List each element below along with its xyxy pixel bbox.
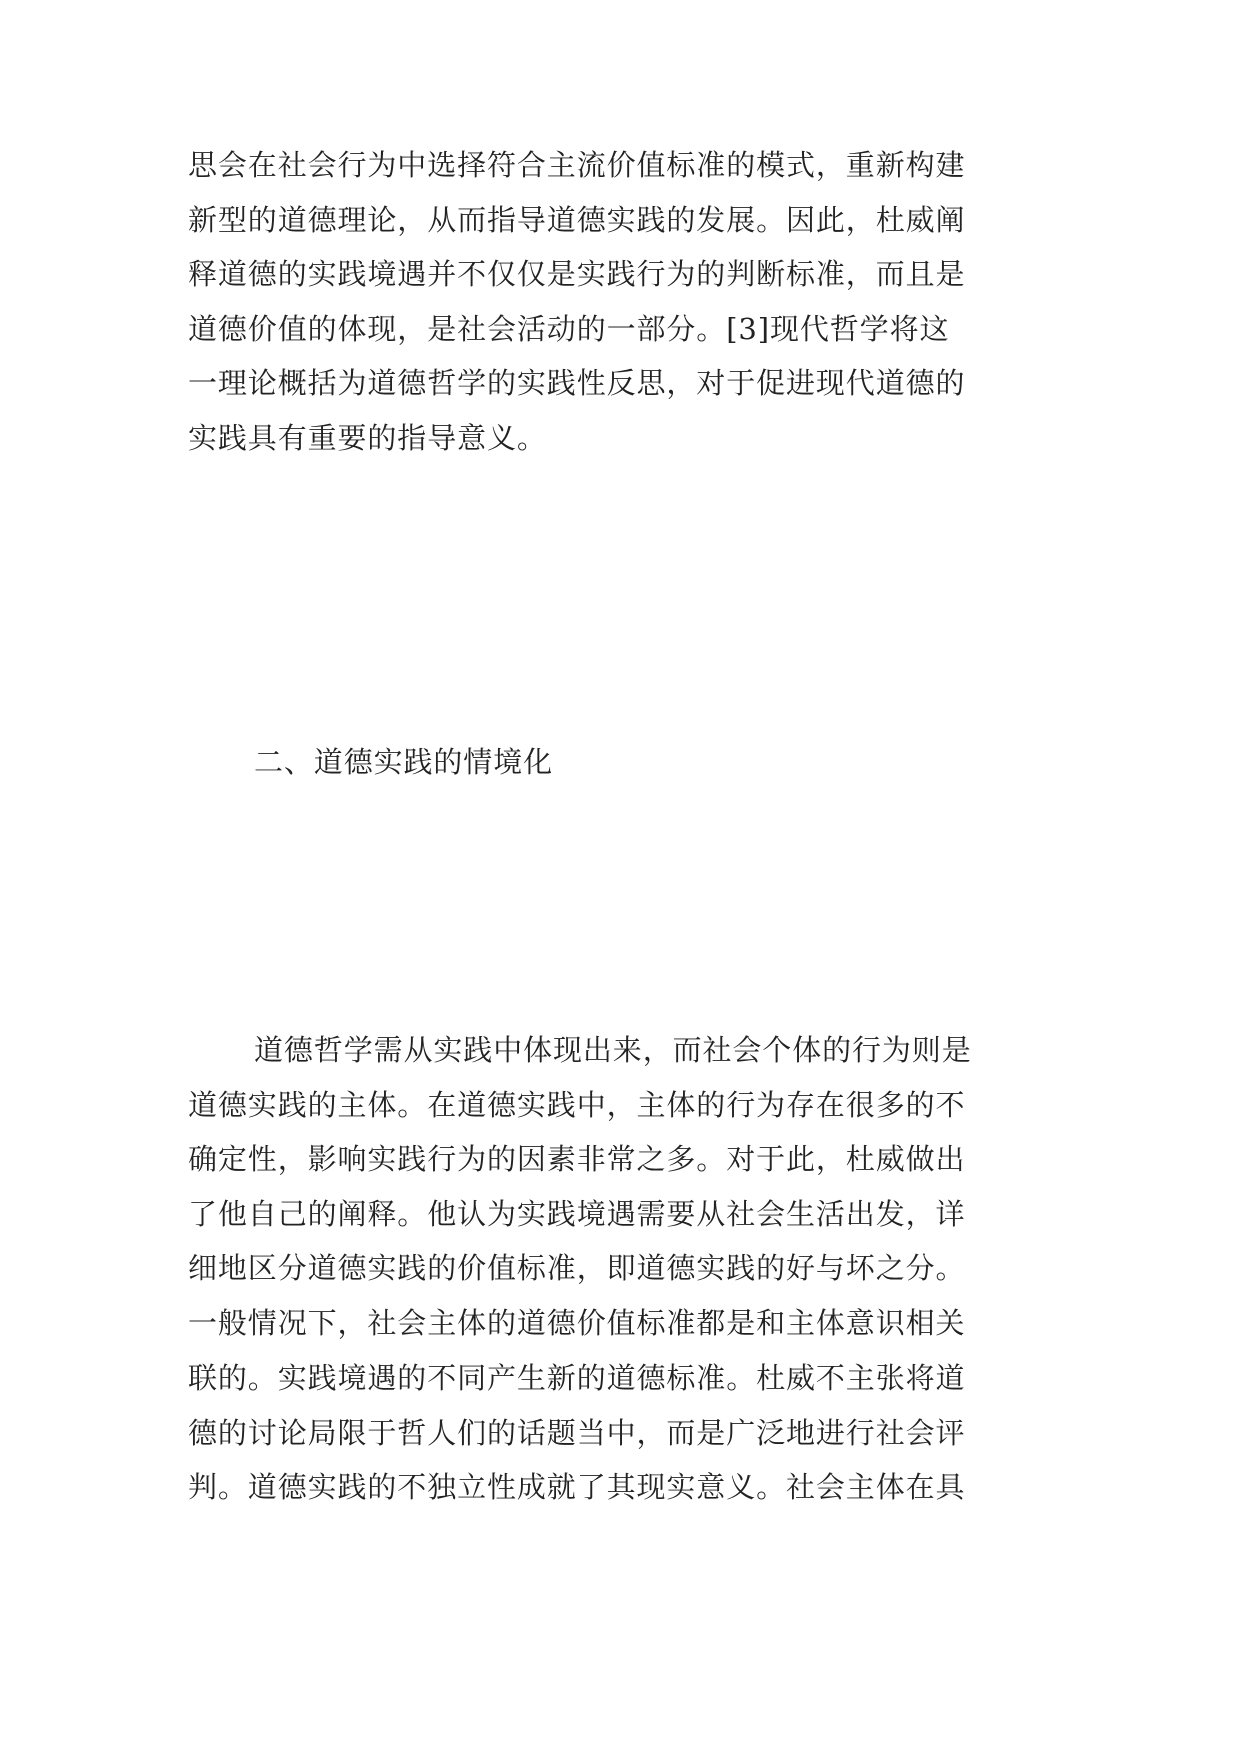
paragraph-2-line-5: 细地区分道德实践的价值标准，即道德实践的好与坏之分。 (188, 1251, 966, 1285)
paragraph-1-line-2: 新型的道德理论，从而指导道德实践的发展。因此，杜威阐 (188, 203, 966, 237)
paragraph-2-line-9: 判。道德实践的不独立性成就了其现实意义。社会主体在具 (188, 1470, 966, 1504)
paragraph-2-line-4: 了他自己的阐释。他认为实践境遇需要从社会生活出发，详 (188, 1197, 966, 1231)
paragraph-1-line-3: 释道德的实践境遇并不仅仅是实践行为的判断标准，而且是 (188, 257, 966, 291)
paragraph-1-line-6: 实践具有重要的指导意义。 (188, 421, 547, 455)
paragraph-2-line-1: 道德哲学需从实践中体现出来，而社会个体的行为则是 (254, 1033, 972, 1067)
paragraph-2-line-3: 确定性，影响实践行为的因素非常之多。对于此，杜威做出 (188, 1142, 966, 1176)
paragraph-2-line-6: 一般情况下，社会主体的道德价值标准都是和主体意识相关 (188, 1306, 966, 1340)
paragraph-1-line-5: 一理论概括为道德哲学的实践性反思，对于促进现代道德的 (188, 366, 966, 400)
paragraph-2-line-2: 道德实践的主体。在道德实践中，主体的行为存在很多的不 (188, 1088, 966, 1122)
section-heading: 二、道德实践的情境化 (254, 745, 554, 779)
paragraph-1-line-1: 思会在社会行为中选择符合主流价值标准的模式，重新构建 (188, 148, 966, 182)
paragraph-2-line-8: 德的讨论局限于哲人们的话题当中，而是广泛地进行社会评 (188, 1416, 966, 1450)
paragraph-2-line-7: 联的。实践境遇的不同产生新的道德标准。杜威不主张将道 (188, 1361, 966, 1395)
paragraph-1-line-4: 道德价值的体现，是社会活动的一部分。[3]现代哲学将这 (188, 312, 950, 346)
